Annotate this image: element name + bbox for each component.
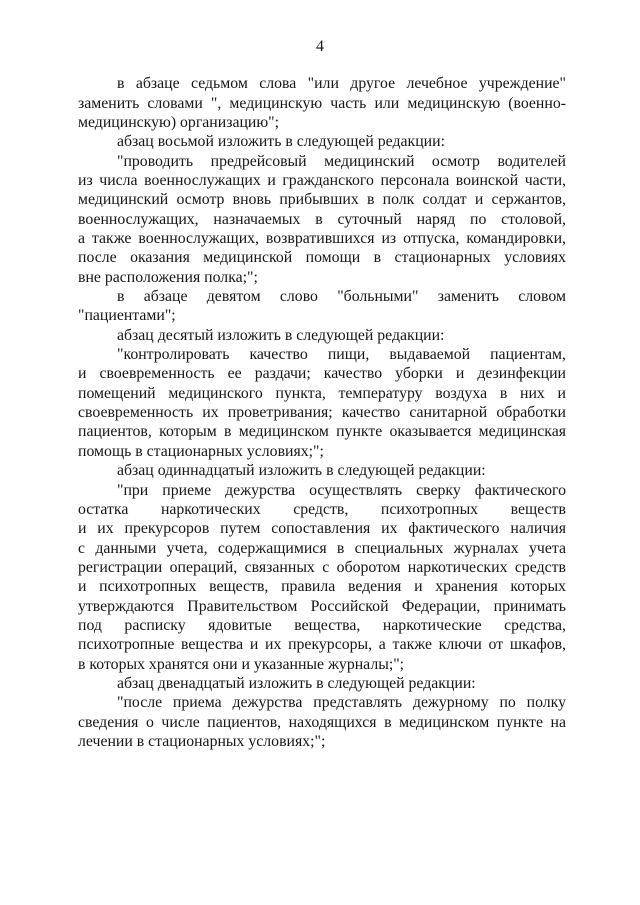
text-line: "проводить предрейсовый медицинский осмотр водителей — [117, 152, 566, 170]
amendment-paragraph-10-text — [78, 345, 566, 461]
text-line: а также военнослужащих, возвратившихся из отпуска, командировки, — [78, 230, 566, 248]
text-line: "контролировать качество пищи, выдаваемой пациентам, — [117, 346, 566, 364]
text-line: в абзаце седьмом слова "или другое лечебное учреждение" — [117, 75, 566, 93]
text-line: из числа военнослужащих и гражданского персонала воинской части, — [78, 172, 566, 190]
text-line: абзац десятый изложить в следующей редакции: — [117, 326, 445, 344]
amendment-paragraph-9-wording — [78, 287, 566, 326]
text-line: с данными учета, содержащимися в специальных журналах учета — [78, 539, 566, 557]
text-line: "пациентами"; — [78, 307, 176, 325]
amendment-paragraph-8-heading — [78, 132, 566, 151]
text-line: помещений медицинского пункта, температуру воздуха в них и — [78, 384, 566, 402]
text-line: остатка наркотических средств, психотропных веществ — [78, 500, 566, 518]
text-line: в которых хранятся они и указанные журналы;"; — [78, 655, 405, 673]
text-line: психотропные вещества и их прекурсоры, а также ключи от шкафов, — [78, 636, 566, 654]
text-line: в абзаце девятом слово "больными" заменить словом — [117, 288, 566, 306]
page-number: 4 — [316, 38, 324, 55]
text-line: "после приема дежурства представлять дежурному по полку — [117, 694, 566, 712]
text-line: заменить словами ", медицинскую часть или медицинскую (военно- — [78, 94, 566, 112]
text-line: утверждаются Правительством Российской Федерации, принимать — [78, 597, 566, 615]
text-line: пациентов, которым в медицинском пункте оказывается медицинская — [78, 423, 566, 441]
text-line: "при приеме дежурства осуществлять сверку фактического — [117, 481, 566, 499]
amendment-paragraph-12-heading — [78, 674, 566, 693]
amendment-paragraph-10-heading — [78, 326, 566, 345]
text-line: вне расположения полка;"; — [78, 268, 258, 286]
amendment-paragraph-8-text — [78, 152, 566, 287]
amendment-paragraph-12-text — [78, 693, 566, 751]
text-line: помощь в стационарных условиях;"; — [78, 442, 324, 460]
text-line: после оказания медицинской помощи в стационарных условиях — [78, 249, 566, 267]
text-line: военнослужащих, назначаемых в суточный наряд по столовой, — [78, 210, 566, 228]
text-line: медицинскую) организацию"; — [78, 113, 280, 131]
text-line: своевременность их проветривания; качество санитарной обработки — [78, 404, 566, 422]
text-line: и их прекурсоров путем сопоставления их фактического наличия — [78, 520, 566, 538]
text-line: абзац двенадцатый изложить в следующей редакции: — [117, 674, 476, 692]
text-line: медицинский осмотр вновь прибывших в полк солдат и сержантов, — [78, 191, 566, 209]
text-line: и психотропных веществ, правила ведения и хранения которых — [78, 578, 566, 596]
text-line: под расписку ядовитые вещества, наркотические средства, — [78, 616, 566, 634]
amendment-paragraph-7-wording — [78, 74, 566, 132]
text-line: и своевременность ее раздачи; качество уборки и дезинфекции — [78, 365, 566, 383]
text-line: сведения о числе пациентов, находящихся в медицинском пункте на — [78, 713, 566, 731]
amendment-paragraph-11-heading — [78, 461, 566, 480]
text-line: абзац одиннадцатый изложить в следующей редакции: — [117, 462, 486, 480]
text-line: лечении в стационарных условиях;"; — [78, 732, 326, 750]
amendment-paragraph-11-text — [78, 481, 566, 674]
text-line: регистрации операций, связанных с оборотом наркотических средств — [78, 558, 566, 576]
text-line: абзац восьмой изложить в следующей редакции: — [117, 133, 445, 151]
document-body — [78, 74, 566, 751]
